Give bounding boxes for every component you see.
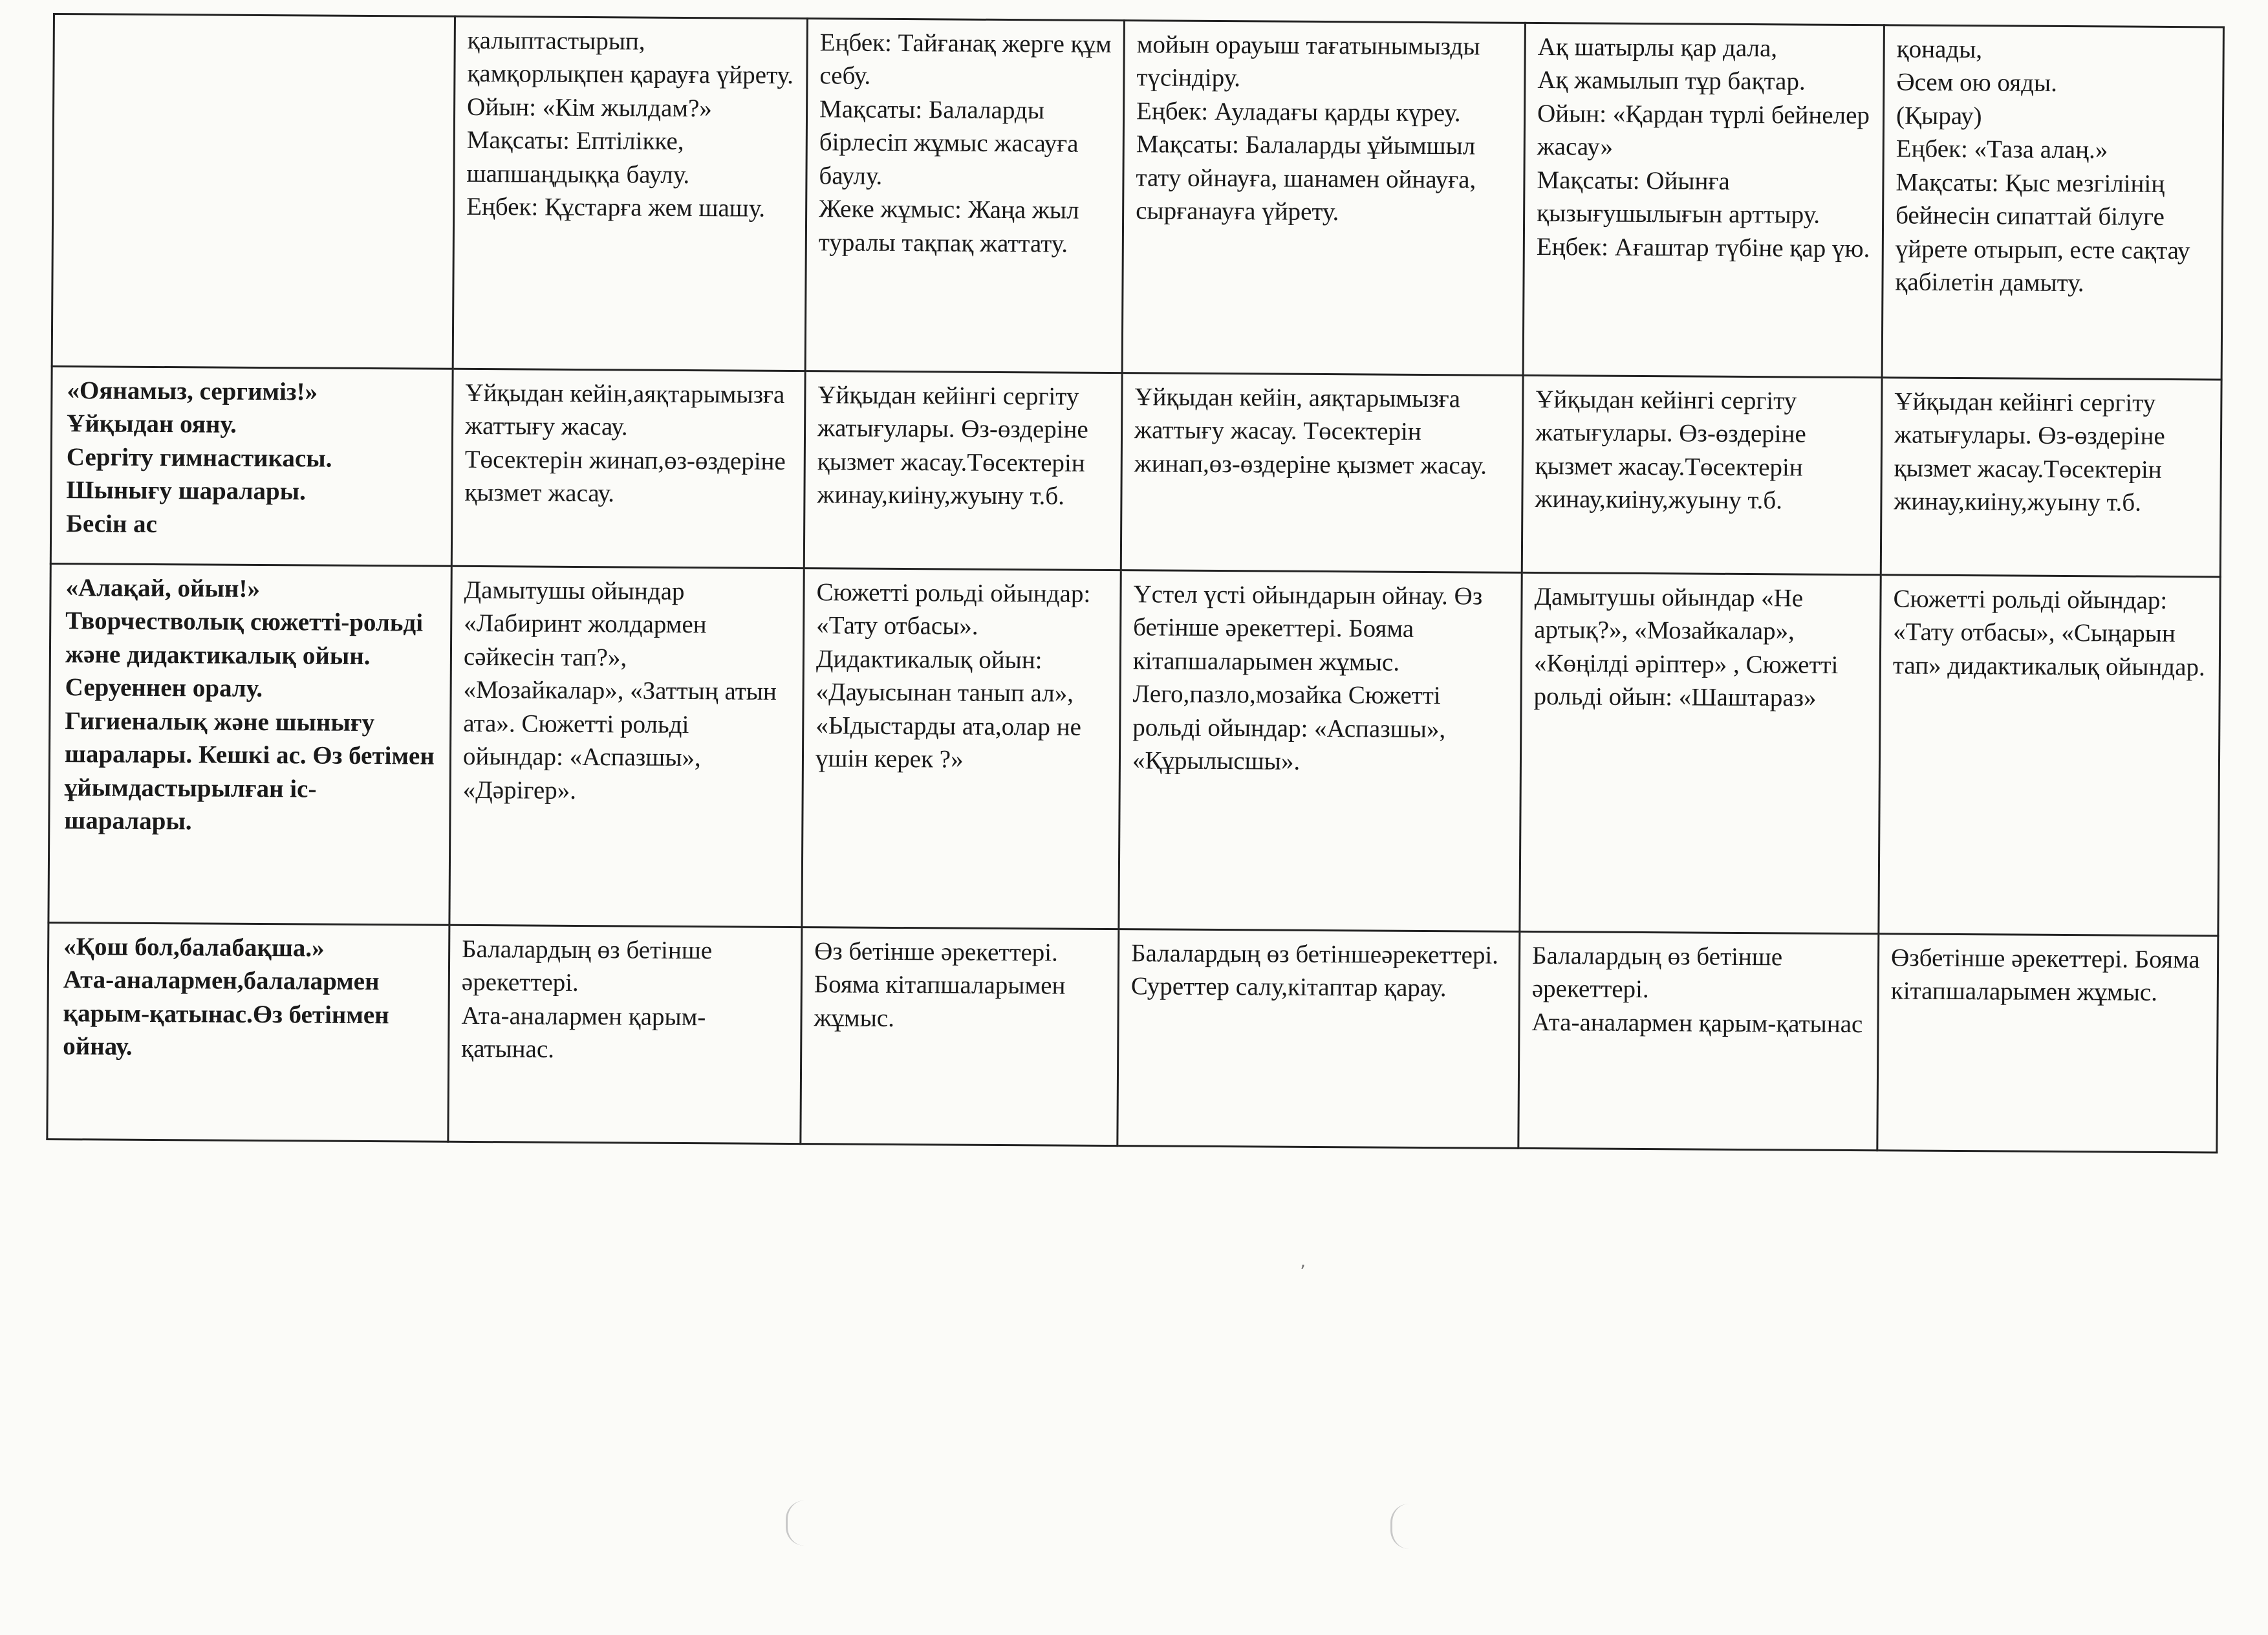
table-cell: Ұйқыдан кейінгі сергіту жатығулары. Өз-өздеріне қызмет жасау.Төсектерін жинау,киіну,жуыну т.б. — [804, 371, 1122, 570]
scan-speck: ʼ — [1300, 1261, 1306, 1283]
table-cell: мойын орауыш тағатынымызды түсіндіру. Еңбек: Ауладағы қарды күреу. Мақсаты: Балаларды ұйымшыл тату ойнауға, шанамен ойнауға, сырғанауға үйрету. — [1122, 21, 1525, 376]
table-cell: Ұйқыдан кейінгі сергіту жатығулары. Өз-өздеріне қызмет жасау.Төсектерін жинау,киіну,жуыну т.б. — [1522, 375, 1882, 574]
table-cell: Үстел үсті ойындарын ойнау. Өз бетінше әрекеттері. Бояма кітапшаларымен жұмыс. Лего,пазло,мозайка Сюжетті рольді ойындар: «Аспазшы», «Құрылысшы». — [1119, 570, 1522, 932]
table-cell: Өзбетінше әрекеттері. Бояма кітапшаларымен жұмыс. — [1877, 934, 2218, 1153]
table-row — [50, 366, 2221, 576]
table-cell: қонады, Әсем ою ояды. (Қырау) Еңбек: «Таза алаң.» Мақсаты: Қыс мезгілінің бейнесін сипаттай білуге үйрете отырып, есте сақтау қабілетін дамыту. — [1882, 25, 2223, 380]
table-cell: Ақ шатырлы қар дала, Ақ жамылып тұр бақтар. Ойын: «Қардан түрлі бейнелер жасау» Мақсаты: Ойынға қызығушылығын арттыру. Еңбек: Ағаштар түбіне қар үю. — [1523, 23, 1884, 377]
row-label: «Қош бол,балабақша.» Ата-аналармен,балалармен қарым-қатынас.Өз бетінмен ойнау. — [47, 922, 449, 1142]
row-label: «Алақай, ойын!» Творчестволық сюжетті-рольді және дидактикалық ойын. Серуеннен оралу. Гигиеналық және шынығу шаралары. Кешкі ас. Өз бетімен ұйымдастырылған іс-шаралары. — [49, 563, 451, 925]
table-row — [52, 14, 2223, 380]
table-cell: Ұйқыдан кейін,аяқтарымызға жаттығу жасау. Төсектерін жинап,өз-өздеріне қызмет жасау. — [451, 369, 805, 568]
table-cell: Балалардың өз бетіншеәрекеттері. Суреттер салу,кітаптар қарау. — [1118, 929, 1520, 1149]
table-row — [49, 563, 2220, 935]
table-cell: Ұйқыдан кейінгі сергіту жатығулары. Өз-өздеріне қызмет жасау.Төсектерін жинау,киіну,жуыну т.б. — [1881, 378, 2221, 577]
table-cell: Еңбек: Тайғанақ жерге құм себу. Мақсаты: Балаларды бірлесіп жұмыс жасауға баулу. Жеке жұмыс: Жаңа жыл туралы тақпақ жаттату. — [805, 19, 1124, 373]
row-label — [52, 14, 455, 369]
punch-hole-mark — [786, 1500, 805, 1546]
table-cell: Өз бетінше әрекеттері. Бояма кітапшаларымен жұмыс. — [801, 927, 1119, 1146]
table-row — [47, 922, 2218, 1152]
table-cell: қалыптастырып, қамқорлықпен қарауға үйрету. Ойын: «Кім жылдам?» Мақсаты: Ептілікке, шапшаңдыққа баулу. Еңбек: Құстарға жем шашу. — [453, 16, 807, 371]
row-label: «Оянамыз, сергиміз!» Ұйқыдан ояну. Сергіту гимнастикасы. Шынығу шаралары. Бесін ас — [50, 366, 453, 566]
daily-plan-table — [46, 13, 2225, 1153]
table-cell: Ұйқыдан кейін, аяқтарымызға жаттығу жасау. Төсектерін жинап,өз-өздеріне қызмет жасау. — [1121, 373, 1523, 573]
table-cell: Дамытушы ойындар «Лабиринт жолдармен сәйкесін тап?», «Мозайкалар», «Заттың атын ата». Сюжетті рольді ойындар: «Аспазшы», «Дәрігер». — [449, 566, 804, 927]
table-cell: Дамытушы ойындар «Не артық?», «Мозайкалар», «Көңілді әріптер» , Сюжетті рольді ойын: «Шаштараз» — [1520, 572, 1881, 933]
punch-hole-mark — [1390, 1504, 1409, 1549]
table-cell: Балалардың өз бетінше әрекеттері. Ата-аналармен қарым-қатынас — [1518, 931, 1879, 1150]
table-cell: Сюжетті рольді ойындар: «Тату отбасы», «Сыңарын тап» дидактикалық ойындар. — [1879, 575, 2220, 936]
table-cell: Сюжетті рольді ойындар: «Тату отбасы». Дидактикалық ойын: «Дауысынан танып ал», «Ыдыстарды ата,олар не үшін керек ?» — [802, 568, 1121, 929]
table-cell: Балалардың өз бетінше әрекеттері. Ата-аналармен қарым-қатынас. — [448, 925, 802, 1143]
